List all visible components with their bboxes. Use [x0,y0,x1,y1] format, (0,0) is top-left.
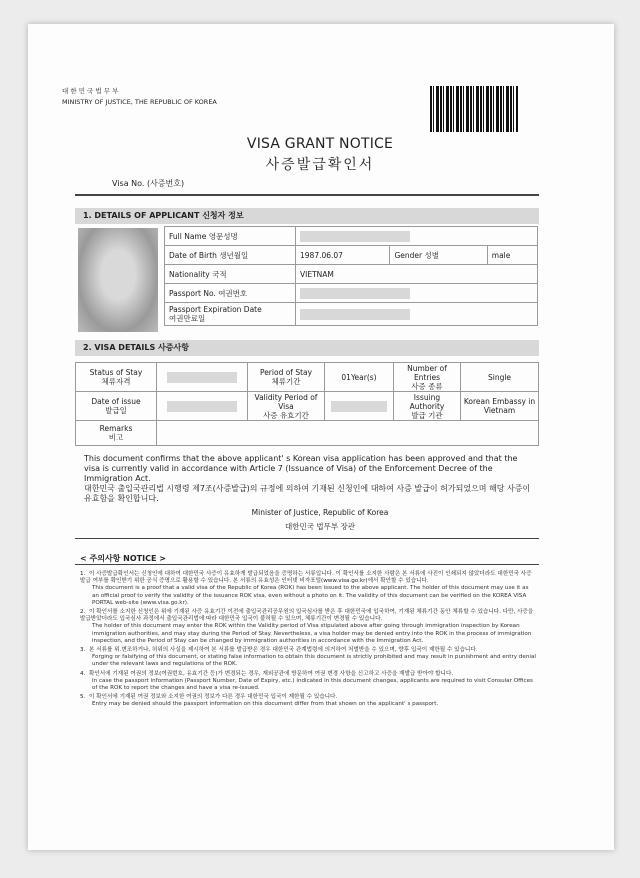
status-value [157,363,248,392]
period-value: 01Year(s) [325,363,394,392]
divider [75,538,539,539]
gender-value: male [487,246,537,265]
confirmation-ko: 대한민국 출입국관리법 시행령 제7조(사증발급)의 규정에 의하여 기재된 신청인에 대하여 사증 발급이 허가되었으며 해당 사증이 유효함을 확인합니다. [84,484,531,503]
passport-exp-label [165,303,296,326]
table-row [165,265,538,284]
redacted-field [300,231,410,242]
confirmation-text [84,454,536,504]
table-row [76,421,539,446]
applicant-table [164,226,538,326]
notice-ko: 이 사증발급확인서는 신청인에 대하여 대한민국 사증이 유효하게 발급되었음을 증명하는 서류입니다. 이 확인서를 소지한 사람은 본 서류에 사진이 인쇄되지 않았더라도 대한민국 사증발급 여부를 확인받기 위한 공식 증명으로 활용할 수 있습니다. 본 서류의 유효성은 인터넷 비자포털(www.visa.go.kr)에서 확인할 수 있습니다. [80,571,532,585]
divider [75,194,539,196]
notice-list [80,569,536,709]
issue-label-ko: 발급일 [105,406,127,415]
dob-label: Date of Birth 생년월일 [165,246,296,265]
entries-value: Single [461,363,539,392]
list-item [80,694,536,708]
passport-exp-label-en: Passport Expiration Date [169,305,262,314]
table-row [165,284,538,303]
status-label-ko: 체류자격 [101,377,131,386]
authority-value: Korean Embassy in Vietnam [461,392,539,421]
notice-number: 4. [80,670,86,677]
entries-label-ko: 사증 종류 [411,381,443,391]
period-label-en: Period of Stay [259,368,313,377]
authority-label [394,392,461,421]
issue-value [157,392,248,421]
notice-en: Entry may be denied should the passport information on this document differ from that shown on the applicant' s passport. [92,701,439,708]
validity-label [248,392,325,421]
notice-ko: 본 서류를 위.변조하거나, 허위의 사실을 제시하여 본 서류를 발급받은 경우 대한민국 관계법령에 의거하여 처벌받을 수 있으며, 향후 입국이 제한될 수 있습니다. [89,647,478,654]
section-applicant-heading: 1. DETAILS OF APPLICANT 신청자 정보 [75,208,539,224]
table-row [165,246,538,265]
issue-label-en: Date of issue [91,397,141,406]
notice-en: This document is a proof that a valid visa of the Republic of Korea (ROK) has been issued to the above applicant. The holder of this document may use it as an official proof to verify the validity of the issuance ROK visa, even without a photo on it. The validity of this document can be verified on the KOREA VISA PORTAL web-site (www.visa.go.kr). [92,585,529,606]
redacted-field [331,401,387,412]
validity-label-ko: 사증 유효기간 [263,410,309,420]
validity-value [325,392,394,421]
remarks-label [76,421,157,446]
applicant-photo [78,228,158,332]
signature-ko: 대한민국 법무부 장관 [285,522,355,531]
status-label-en: Status of Stay [89,368,143,377]
entries-label [394,363,461,392]
full-name-label: Full Name 영문성명 [165,227,296,246]
redacted-field [167,401,237,412]
notice-ko: 확인서에 기재된 여권의 정보(여권번호, 유효기간 등)가 변경되는 경우, 재외공관에 방문하여 여권 변경 사항을 신고하고 사증을 재발급 받아야 합니다. [89,670,454,677]
passport-no-label: Passport No. 여권번호 [165,284,296,303]
title-en: VISA GRANT NOTICE [246,136,394,152]
remarks-value [157,421,539,446]
section-visa-heading: 2. VISA DETAILS 사증사항 [75,340,539,356]
period-label-ko: 체류기간 [271,377,301,386]
notice-number: 5. [80,694,86,701]
gender-label: Gender 성별 [390,246,487,265]
confirmation-en: This document confirms that the above applicant' s Korean visa application has been approved and that the visa is currently valid in accordance with Article 7 (Issuance of Visa) of the Enforcement Decree of the Immigration Act. [84,454,518,483]
redacted-field [300,309,410,320]
nationality-label: Nationality 국적 [165,265,296,284]
remarks-label-ko: 비고 [108,433,124,442]
notice-ko: 이 확인서를 소지한 신청인은 위에 기재된 사증 유효기간 이전에 출입국관리공무원의 입국심사를 받은 후 대한민국에 입국하여, 기재된 체류기간 동안 체류할 수 있습니다. 다만, 사증을 발급받았더라도 입국심사 과정에서 출입국관리법에 따라 대한민국 입국이 불허될 수 있으며, 체류기간이 변경될 수 있습니다. [80,609,534,623]
notice-en: Forging or falsifying of this document, or stating false information to obtain this document is strictly prohibited and may result in punishment and entry denial under the relevant laws and regulations of the ROK. [92,654,536,668]
notice-number: 3. [80,647,86,654]
signature-en: Minister of Justice, Republic of Korea [251,508,389,517]
visa-no-label: Visa No. (사증번호) [112,179,185,188]
notice-en: The holder of this document may enter the ROK within the Validity period of Visa stipulated above after going through immigration inspection by Korean immigration authorities, and may stay during the Period of Stay. Nevertheless, a visa holder may be denied entry into the ROK in the process of immigration inspection, and the Period of Stay can be changed by immigration authorities in accordance with the Immigration Act. [92,623,532,644]
full-name-value [296,227,538,246]
passport-exp-value [296,303,538,326]
issue-label [76,392,157,421]
remarks-label-en: Remarks [99,424,133,433]
divider [75,564,539,565]
notice-number: 1. [80,571,86,577]
barcode [430,86,518,132]
notice-ko: 이 확인서에 기재된 여권 정보와 소지한 여권의 정보가 다른 경우 대한민국 입국이 제한될 수 있습니다. [89,694,338,701]
ministry-ko: 대 한 민 국 법 무 부 [62,87,119,95]
notice-heading: < 주의사항 NOTICE > [80,554,166,563]
dob-value: 1987.06.07 [296,246,390,265]
table-row [76,363,539,392]
title-ko: 사증발급확인서 [265,157,375,173]
list-item [80,647,536,669]
list-item [80,571,536,607]
redacted-field [300,288,410,299]
authority-label-ko: 발급 기관 [411,410,443,420]
list-item [80,671,536,693]
list-item [80,609,536,645]
period-label [248,363,325,392]
visa-table [75,362,539,446]
ministry-en: MINISTRY OF JUSTICE, THE REPUBLIC OF KOREA [62,98,217,106]
entries-label-en: Number of Entries [407,363,447,382]
table-row [165,303,538,326]
validity-label-en: Validity Period of Visa [254,392,318,411]
table-row [76,392,539,421]
passport-no-value [296,284,538,303]
nationality-value: VIETNAM [296,265,538,284]
table-row [165,227,538,246]
redacted-field [167,372,237,383]
authority-label-en: Issuing Authority [409,392,445,411]
status-label [76,363,157,392]
notice-en: In case the passport information (Passport Number, Date of Expiry, etc.) indicated in this document changes, applicants are required to visit Consular Offices of the ROK to report the changes and have a visa re-issued. [92,677,533,692]
passport-exp-label-ko: 여권만료일 [169,314,206,323]
notice-number: 2. [80,609,86,616]
ministry-header [62,86,217,108]
